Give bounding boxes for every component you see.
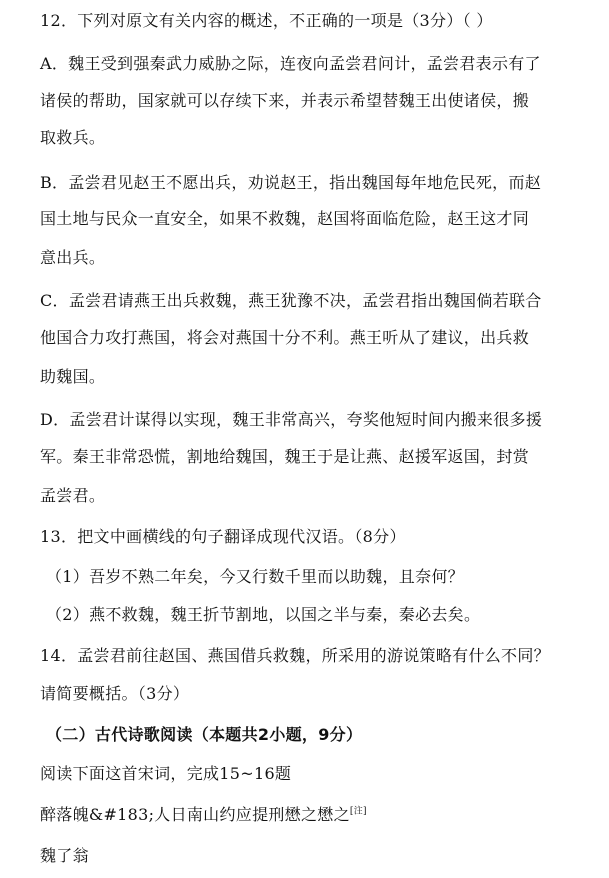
reading-instruction: 阅读下面这首宋词，完成15~16题 (40, 764, 292, 783)
poem-title-note: [注] (349, 806, 367, 817)
poem-author: 魏了翁 (40, 846, 89, 865)
q12-option-b-line-2: 国土地与民众一直安全，如果不救魏，赵国将面临危险，赵王这才同 (40, 209, 530, 228)
q12-option-c-line-1: C．孟尝君请燕王出兵救魏，燕王犹豫不决，孟尝君指出魏国倘若联合 (40, 291, 542, 310)
q12-option-b-line-3: 意出兵。 (40, 248, 106, 267)
q12-option-a-line-1: A．魏王受到强秦武力威胁之际，连夜向孟尝君问计，孟尝君表示有了 (40, 54, 541, 73)
question-13-stem: 13．把文中画横线的句子翻译成现代汉语。（8分） (40, 527, 406, 546)
q12-option-a-line-3: 取救兵。 (40, 128, 106, 147)
q12-option-c-line-3: 助魏国。 (40, 367, 106, 386)
poem-title (40, 804, 581, 826)
q12-option-d-line-3: 孟尝君。 (40, 486, 106, 505)
section-heading: （二）古代诗歌阅读（本题共2小题，9分） (46, 725, 363, 744)
question-13-item-2: （2）燕不救魏，魏王折节割地，以国之半与秦，秦必去矣。 (46, 605, 481, 624)
q12-option-d-line-1: D．孟尝君计谋得以实现，魏王非常高兴，夸奖他短时间内搬来很多援 (40, 410, 543, 429)
question-14-line-2: 请简要概括。（3分） (40, 684, 190, 703)
question-13-item-1: （1）吾岁不熟二年矣，今又行数千里而以助魏，且奈何？ (46, 567, 464, 586)
q12-option-b-line-1: B．孟尝君见赵王不愿出兵，劝说赵王，指出魏国每年地危民死，而赵 (40, 173, 542, 192)
q12-option-d-line-2: 军。秦王非常恐慌，割地给魏国，魏王于是让燕、赵援军返国，封赏 (40, 447, 530, 466)
question-14-line-1: 14．孟尝君前往赵国、燕国借兵救魏，所采用的游说策略有什么不同？ (40, 646, 550, 665)
q12-option-a-line-2: 诸侯的帮助，国家就可以存续下来，并表示希望替魏王出使诸侯，搬 (40, 91, 530, 110)
question-12-stem: 12．下列对原文有关内容的概述，不正确的一项是（3分）（ ） (40, 11, 493, 30)
q12-option-c-line-2: 他国合力攻打燕国，将会对燕国十分不利。燕王听从了建议，出兵救 (40, 328, 530, 347)
poem-title-text: 醉落魄&#183;人日南山约应提刑懋之懋之 (40, 805, 350, 824)
